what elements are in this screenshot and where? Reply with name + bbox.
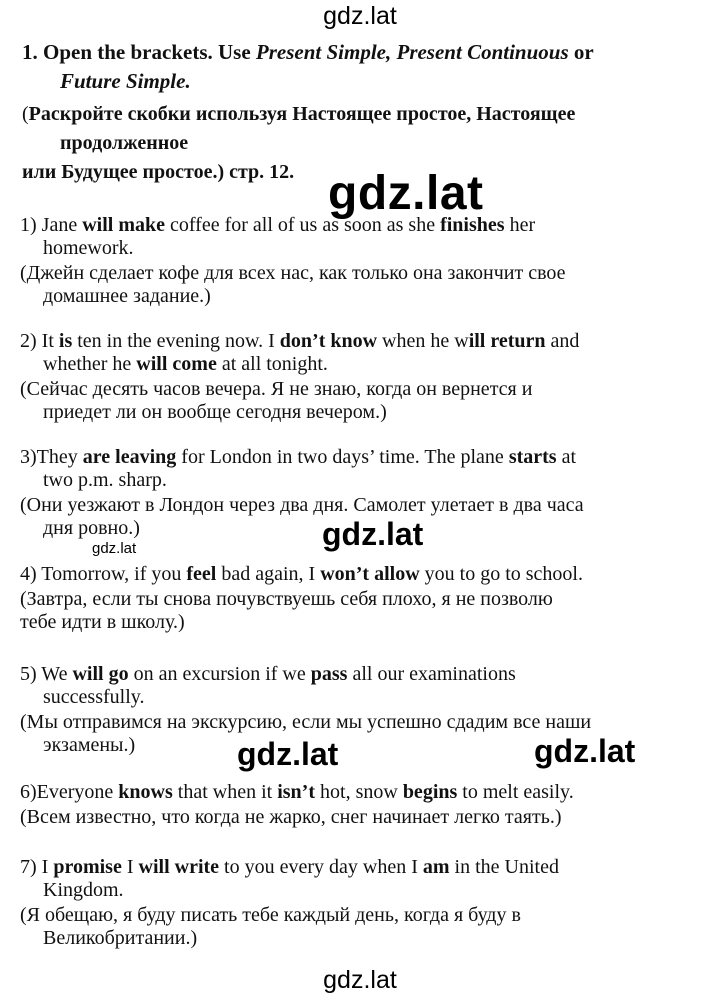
english-sentence-continued: Kingdom. xyxy=(43,879,124,901)
russian-translation xyxy=(20,588,660,634)
watermark-bottom: gdz.lat xyxy=(323,966,397,994)
subtitle-open: ( xyxy=(22,103,29,125)
task-title-c: or xyxy=(568,40,594,64)
sentence-text: ten in the evening now. I xyxy=(72,330,280,352)
sentence-text: coffee for all of us as soon as she xyxy=(164,214,441,236)
russian-translation xyxy=(20,806,660,829)
english-sentence-continued: successfully. xyxy=(43,686,145,708)
translation-continued: Великобритании.) xyxy=(43,927,198,949)
translation-text: (Всем известно, что когда не жарко, снег начинает легко таять.) xyxy=(20,806,562,828)
sentence-text: I xyxy=(121,856,139,878)
answer-verb: will make xyxy=(82,214,165,236)
sentence-text: bad again, I xyxy=(216,563,321,585)
exercise-item-7 xyxy=(20,856,660,950)
english-sentence xyxy=(20,856,660,902)
answer-verb: will write xyxy=(138,856,220,878)
russian-translation xyxy=(20,904,660,950)
sentence-text: 4) Tomorrow, if you xyxy=(20,563,187,585)
english-sentence xyxy=(20,781,660,804)
answer-verb: ill return xyxy=(468,330,546,352)
answer-verb: is xyxy=(58,330,73,352)
sentence-text: to melt easily. xyxy=(457,781,574,803)
answer-verb: starts xyxy=(508,446,557,468)
task-title-b: Present Simple, Present Continuous xyxy=(255,40,569,64)
translation-text: (Завтра, если ты снова почувствуешь себя плохо, я не позволю xyxy=(20,588,553,610)
sentence-text: 5) We xyxy=(20,663,73,685)
sentence-text: 7) I xyxy=(20,856,54,878)
sentence-text: and xyxy=(545,330,580,352)
russian-translation xyxy=(20,262,660,308)
answer-verb: knows xyxy=(118,781,173,803)
translation-text: (Они уезжают в Лондон через два дня. Самолет улетает в два часа xyxy=(20,494,584,516)
translation-text: (Я обещаю, я буду писать тебе каждый день, когда я буду в xyxy=(20,904,521,926)
russian-translation xyxy=(20,378,660,424)
english-sentence xyxy=(20,214,660,260)
english-sentence-continued xyxy=(20,353,660,376)
subtitle-line-3: или Будущее простое.) стр. 12. xyxy=(22,161,295,183)
russian-translation xyxy=(20,711,660,757)
exercise-item-5 xyxy=(20,663,660,757)
sentence-text: that when it xyxy=(172,781,278,803)
exercise-item-2 xyxy=(20,330,660,424)
task-subtitle xyxy=(22,100,702,187)
english-sentence xyxy=(20,330,660,376)
sentence-text: 1) Jane xyxy=(20,214,83,236)
answer-verb: are leaving xyxy=(82,446,177,468)
english-sentence xyxy=(20,446,660,492)
sentence-text: 6)Everyone xyxy=(20,781,119,803)
answer-verb: am xyxy=(422,856,450,878)
task-number: 1. xyxy=(22,40,38,64)
watermark-small: gdz.lat xyxy=(92,540,137,557)
translation-continued: домашнее задание.) xyxy=(43,285,211,307)
sentence-text: in the United xyxy=(449,856,559,878)
answer-verb: will go xyxy=(72,663,129,685)
translation-text: (Мы отправимся на экскурсию, если мы успешно сдадим все наши xyxy=(20,711,592,733)
watermark-top: gdz.lat xyxy=(323,2,397,30)
sentence-text: on an excursion if we xyxy=(128,663,311,685)
translation-continued: экзамены.) xyxy=(43,734,136,756)
exercise-item-3 xyxy=(20,446,660,540)
task-title-d: Future Simple. xyxy=(60,69,191,93)
sentence-text: 3)They xyxy=(20,446,83,468)
subtitle-line-1: Раскройте скобки используя Настоящее простое, Настоящее xyxy=(28,103,576,125)
russian-translation xyxy=(20,494,660,540)
sentence-text: you to go to school. xyxy=(419,563,583,585)
sentence-text: when he w xyxy=(377,330,469,352)
sentence-text: all our examinations xyxy=(347,663,516,685)
english-sentence-continued: homework. xyxy=(43,237,134,259)
answer-verb: pass xyxy=(310,663,348,685)
translation-continued: тебе идти в школу.) xyxy=(20,611,185,633)
sentence-text: at xyxy=(556,446,577,468)
sentence-text: at all tonight. xyxy=(216,353,328,375)
answer-verb: finishes xyxy=(440,214,505,236)
translation-text: (Сейчас десять часов вечера. Я не знаю, когда он вернется и xyxy=(20,378,533,400)
english-sentence xyxy=(20,663,660,709)
answer-verb: isn’t xyxy=(277,781,316,803)
watermark-middle: gdz.lat xyxy=(322,516,424,552)
answer-verb: promise xyxy=(53,856,122,878)
sentence-text: hot, snow xyxy=(315,781,403,803)
sentence-text: 2) It xyxy=(20,330,59,352)
subtitle-line-2: продолженное xyxy=(60,132,189,154)
answer-verb: won’t allow xyxy=(320,563,420,585)
task-title-a: Open the brackets. Use xyxy=(43,40,256,64)
answer-verb: will come xyxy=(136,353,217,375)
task-title xyxy=(22,38,702,96)
watermark-lower-right: gdz.lat xyxy=(534,733,636,769)
translation-continued: приедет ли он вообще сегодня вечером.) xyxy=(43,401,387,423)
sentence-text: to you every day when I xyxy=(219,856,423,878)
translation-continued: дня ровно.) xyxy=(43,517,140,539)
english-sentence-continued: two p.m. sharp. xyxy=(43,469,167,491)
exercise-item-6 xyxy=(20,781,660,829)
exercise-item-1 xyxy=(20,214,660,308)
answer-verb: feel xyxy=(186,563,217,585)
english-sentence xyxy=(20,563,660,586)
answer-verb: begins xyxy=(402,781,458,803)
exercise-item-4 xyxy=(20,563,660,634)
sentence-text: her xyxy=(504,214,536,236)
sentence-text: whether he xyxy=(43,353,137,375)
sentence-text: for London in two days’ time. The plane xyxy=(176,446,509,468)
answer-verb: don’t know xyxy=(279,330,378,352)
translation-text: (Джейн сделает кофе для всех нас, как только она закончит свое xyxy=(20,262,566,284)
watermark-lower-left: gdz.lat xyxy=(237,736,339,772)
watermark-large: gdz.lat xyxy=(328,167,484,220)
